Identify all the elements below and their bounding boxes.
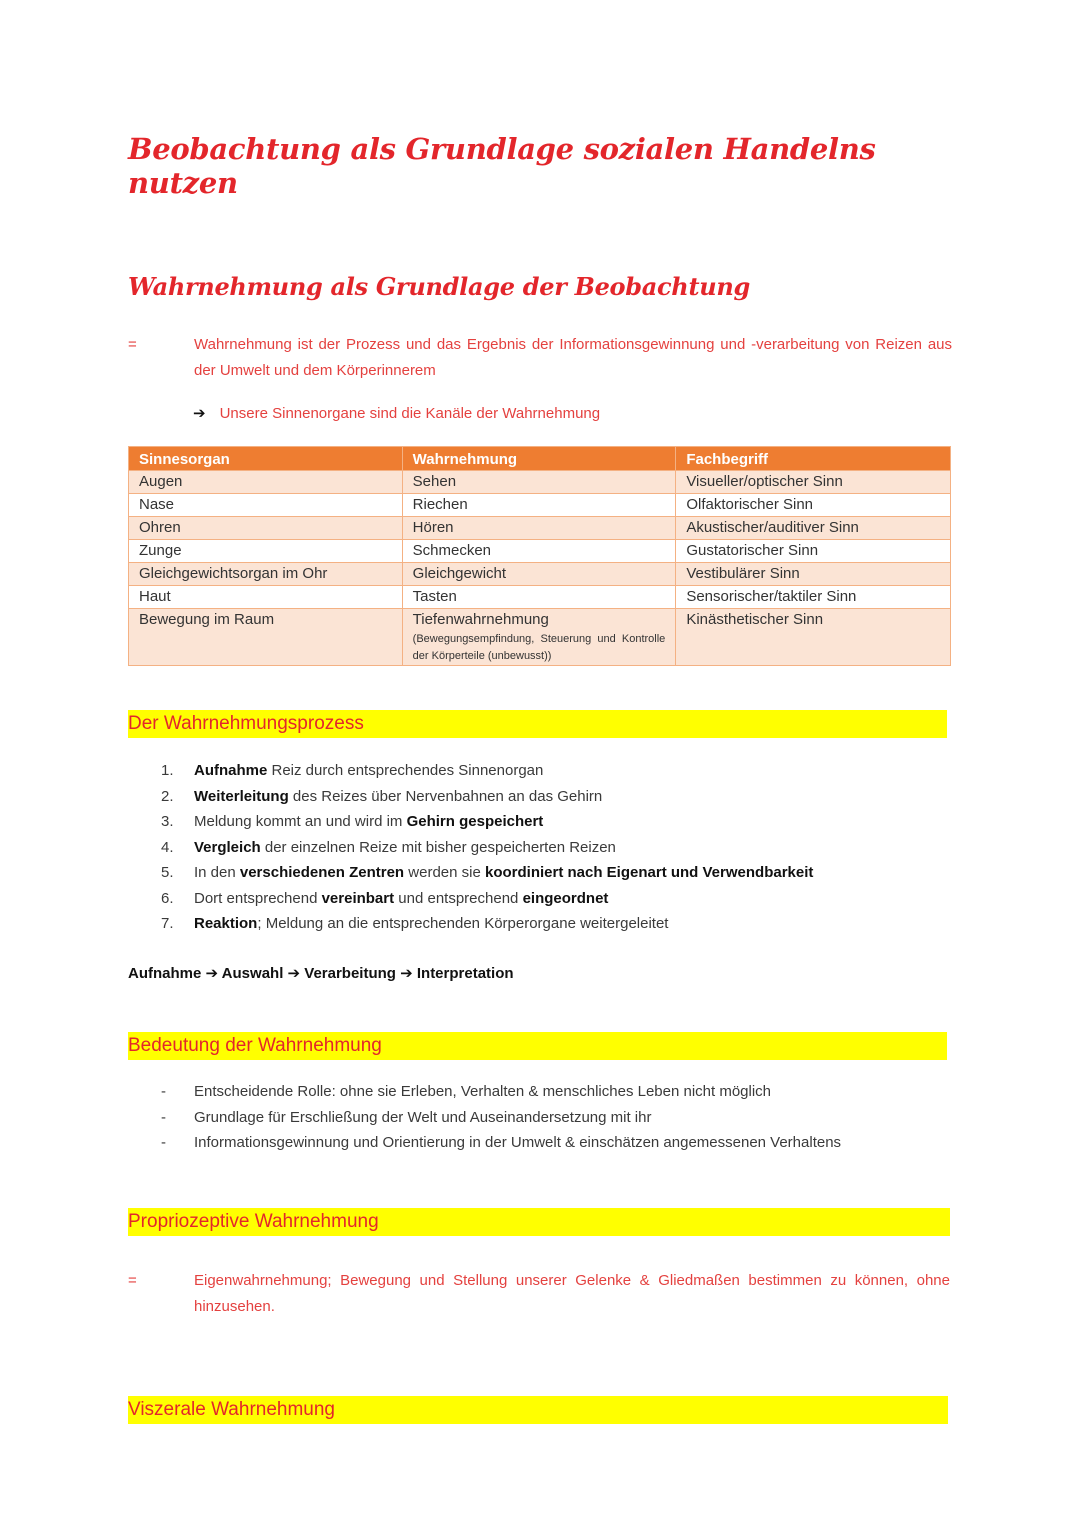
list-number: 1. (161, 762, 174, 779)
table-cell-text: Tiefenwahrnehmung (412, 611, 549, 628)
section-heading-visceral (128, 1396, 948, 1424)
table-cell: Kinästhetischer Sinn (676, 609, 951, 666)
table-header-cell: Sinnesorgan (129, 447, 403, 471)
table-cell: Akustischer/auditiver Sinn (676, 517, 951, 540)
section-heading-process (128, 710, 947, 738)
list-text: der einzelnen Reize mit bisher gespeicherten Reizen (260, 838, 616, 856)
section-heading-proprioceptive (128, 1208, 950, 1236)
table-cell: Zunge (129, 540, 403, 563)
table-row (129, 517, 951, 540)
table-cell-note: (Bewegungsempfindung, Steuerung und Kontrolle der Körperteile (unbewusst)) (412, 633, 666, 662)
list-item (128, 758, 958, 784)
bold-term: Vergleich (194, 838, 261, 856)
list-text: des Reizes über Nervenbahnen an das Gehirn (288, 787, 603, 805)
bullet-dash: - (161, 1134, 166, 1151)
table-cell: Hören (402, 517, 676, 540)
table-cell: Vestibulärer Sinn (676, 563, 951, 586)
table-cell: Gleichgewicht (402, 563, 676, 586)
senses-table (128, 446, 951, 666)
importance-list (128, 1079, 958, 1156)
table-cell: Gustatorischer Sinn (676, 540, 951, 563)
bold-term: koordiniert nach Eigenart und Verwendbarkeit (484, 864, 814, 881)
arrow-note-text: Unsere Sinnenorgane sind die Kanäle der Wahrnehmung (219, 405, 601, 422)
list-number: 5. (161, 864, 174, 881)
section-title-perception: Wahrnehmung als Grundlage der Beobachtung (128, 272, 751, 301)
table-cell: Visueller/optischer Sinn (676, 471, 951, 494)
bold-term: verschiedenen Zentren (239, 864, 405, 881)
table-cell-with-note (402, 609, 676, 666)
section-heading-text: Bedeutung der Wahrnehmung (128, 1035, 382, 1056)
table-row (129, 586, 951, 609)
bullet-dash: - (161, 1108, 166, 1126)
list-text: werden sie (404, 864, 485, 881)
list-item (128, 835, 958, 861)
list-number: 3. (161, 813, 174, 830)
table-cell: Olfaktorischer Sinn (676, 494, 951, 517)
list-item (128, 911, 958, 937)
list-text: In den (194, 864, 240, 881)
list-text: ; Meldung an die entsprechenden Körperorgane weitergeleitet (257, 915, 669, 932)
process-flow: Aufnahme ➔ Auswahl ➔ Verarbeitung ➔ Interpretation (128, 965, 514, 982)
list-item (128, 809, 958, 835)
list-item (128, 1130, 958, 1156)
list-item (128, 1105, 958, 1131)
process-steps-list (128, 758, 958, 937)
table-cell: Nase (129, 494, 403, 517)
bold-term: eingeordnet (522, 889, 609, 907)
table-cell: Haut (129, 586, 403, 609)
table-cell: Riechen (402, 494, 676, 517)
page-title: Beobachtung als Grundlage sozialen Handelns nutzen (128, 132, 876, 200)
table-cell: Sensorischer/taktiler Sinn (676, 586, 951, 609)
table-row (129, 563, 951, 586)
bullet-dash: - (161, 1083, 166, 1100)
definition-block (128, 332, 952, 384)
list-text: Entscheidende Rolle: ohne sie Erleben, Verhalten & menschliches Leben nicht möglich (194, 1083, 772, 1100)
arrow-right-icon: ➔ (193, 405, 206, 422)
equals-symbol: = (128, 1272, 137, 1289)
list-number: 6. (161, 889, 174, 907)
table-cell: Augen (129, 471, 403, 494)
table-cell: Ohren (129, 517, 403, 540)
list-text: Reiz durch entsprechendes Sinnenorgan (267, 762, 544, 779)
list-text: Meldung kommt an und wird im (194, 813, 407, 830)
bold-term: Gehirn gespeichert (406, 813, 544, 830)
equals-symbol: = (128, 336, 137, 353)
list-text: Grundlage für Erschließung der Welt und Auseinandersetzung mit ihr (194, 1108, 652, 1126)
list-item (128, 886, 958, 912)
section-heading-text: Der Wahrnehmungsprozess (128, 713, 364, 734)
list-text: Informationsgewinnung und Orientierung in der Umwelt & einschätzen angemessenen Verhaltens (194, 1134, 842, 1151)
bold-term: Aufnahme (194, 762, 268, 779)
list-number: 4. (161, 838, 174, 856)
list-item (128, 860, 958, 886)
table-header-cell: Wahrnehmung (402, 447, 676, 471)
arrow-note (193, 402, 600, 426)
list-item (128, 1079, 958, 1105)
list-text: Dort entsprechend (194, 889, 322, 907)
list-text: und entsprechend (394, 889, 523, 907)
list-number: 2. (161, 787, 174, 805)
table-cell: Gleichgewichtsorgan im Ohr (129, 563, 403, 586)
table-row (129, 471, 951, 494)
table-cell: Bewegung im Raum (129, 609, 403, 666)
table-cell: Sehen (402, 471, 676, 494)
definition-text: Wahrnehmung ist der Prozess und das Ergebnis der Informationsgewinnung und -verarbeitung von Reizen aus der Umwelt und dem Körperinnerem (194, 336, 952, 379)
proprio-definition-block (128, 1268, 950, 1320)
section-heading-text: Viszerale Wahrnehmung (128, 1399, 335, 1420)
section-heading-importance (128, 1032, 947, 1060)
section-heading-text: Propriozeptive Wahrnehmung (128, 1211, 379, 1232)
bold-term: Reaktion (194, 915, 258, 932)
table-header-cell: Fachbegriff (676, 447, 951, 471)
table-cell: Tasten (402, 586, 676, 609)
table-row (129, 494, 951, 517)
table-row (129, 609, 951, 666)
table-row (129, 540, 951, 563)
bold-term: Weiterleitung (194, 787, 289, 805)
bold-term: vereinbart (321, 889, 395, 907)
table-cell: Schmecken (402, 540, 676, 563)
list-item (128, 784, 958, 810)
list-number: 7. (161, 915, 174, 932)
table-header-row (129, 447, 951, 471)
proprio-definition-text: Eigenwahrnehmung; Bewegung und Stellung unserer Gelenke & Gliedmaßen bestimmen zu können, ohne hinzusehen. (194, 1272, 950, 1315)
